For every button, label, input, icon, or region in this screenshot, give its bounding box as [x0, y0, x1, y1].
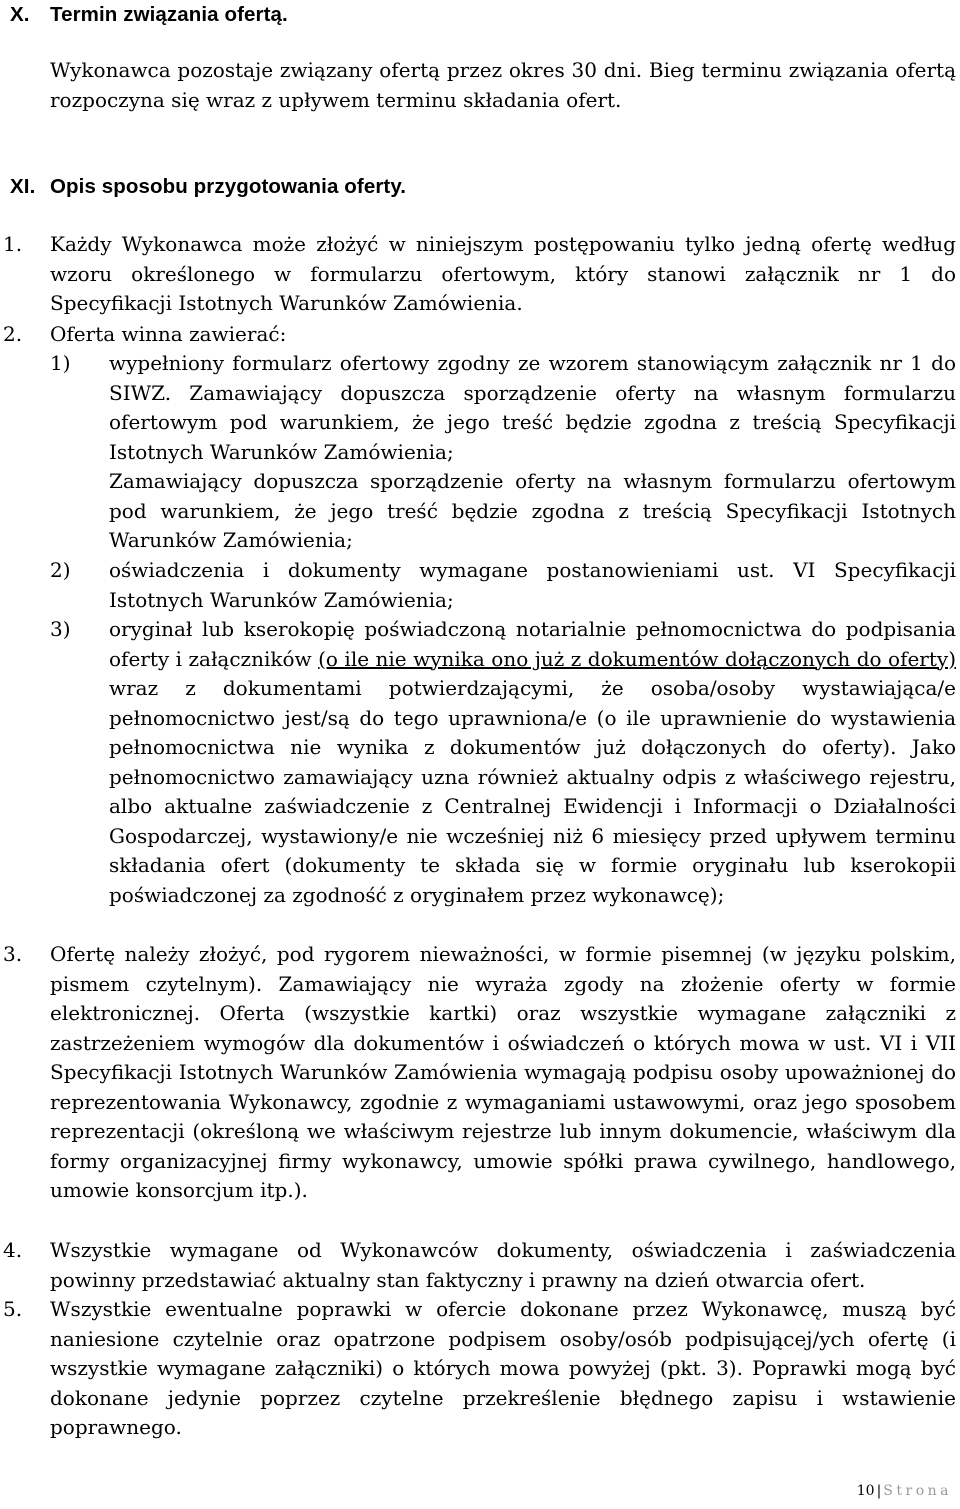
list-item-text: Oferta winna zawierać:	[50, 322, 287, 346]
sub-item-2-1	[50, 349, 956, 467]
list-item-text: Wszystkie wymagane od Wykonawców dokumenty, oświadczenia i zaświadczenia powinny przedstawiać aktualny stan faktyczny i prawny na dzień otwarcia ofert.	[50, 1238, 956, 1292]
list-item-number: 1.	[3, 232, 23, 256]
list-item-5	[0, 1295, 956, 1443]
sub-item-text: wypełniony formularz ofertowy zgodny ze wzorem stanowiącym załącznik nr 1 do SIWZ. Zamawiający dopuszcza sporządzenie oferty na własnym formularzu ofertowym pod warunkiem, że jego treść będzie zgodna z treścią Specyfikacji Istotnych Warunków Zamówienia;	[109, 351, 956, 464]
section-xi-number: XI.	[10, 175, 36, 198]
sub-item-text	[109, 615, 956, 910]
sub-item-2-1-repeat	[50, 467, 956, 556]
page-label: Strona	[883, 1483, 952, 1499]
sub-item-text: Zamawiający dopuszcza sporządzenie oferty na własnym formularzu ofertowym pod warunkiem, że jego treść będzie zgodna z treścią Specyfikacji Istotnych Warunków Zamówienia;	[109, 469, 956, 552]
list-item-1	[0, 230, 956, 319]
list-item-number: 4.	[3, 1238, 23, 1262]
sub-item-number: 1)	[50, 351, 71, 375]
section-x-text: Wykonawca pozostaje związany ofertą przez okres 30 dni. Bieg terminu związania ofertą rozpoczyna się wraz z upływem terminu składania ofert.	[50, 58, 956, 112]
sub-item-text-b: wraz z dokumentami potwierdzającymi, że osoba/osoby wystawiająca/e pełnomocnictwo jest/są do tego uprawniona/e (o ile uprawnienie do wystawienia pełnomocnictwa nie wynika z dokumentów już dołączonych do oferty). Jako pełnomocnictwo zamawiający uzna również aktualny odpis z właściwego rejestru, albo aktualne zaświadczenie z Centralnej Ewidencji i Informacji o Działalności Gospodarczej, wystawiony/e nie wcześniej niż 6 miesięcy przed upływem terminu składania ofert (dokumenty te składa się w formie oryginału lub kserokopii poświadczonej za zgodność z oryginałem przez wykonawcę);	[109, 676, 956, 907]
section-xi-title: Opis sposobu przygotowania oferty.	[50, 175, 407, 198]
page-number: 10	[856, 1483, 875, 1499]
list-item-number: 2.	[3, 322, 23, 346]
list-item-3	[0, 940, 956, 1206]
sub-item-2-3	[50, 615, 956, 910]
list-item-text: Wszystkie ewentualne poprawki w ofercie dokonane przez Wykonawcę, muszą być naniesione czytelnie oraz opatrzone podpisem osoby/osób podpisującej/ych ofertę (i wszystkie wymagane załączniki) o których mowa powyżej (pkt. 3). Poprawki mogą być dokonane jedynie poprzez czytelne przekreślenie błędnego zapisu i wstawienie poprawnego.	[50, 1297, 956, 1439]
underlined-clause: (o ile nie wynika ono już z dokumentów dołączonych do oferty)	[318, 646, 957, 671]
page-footer	[857, 1481, 952, 1501]
sub-item-number: 3)	[50, 617, 71, 641]
list-item-text: Ofertę należy złożyć, pod rygorem nieważności, w formie pisemnej (w języku polskim, pismem czytelnym). Zamawiający nie wyraża zgody na złożenie oferty w formie elektronicznej. Oferta (wszystkie kartki) oraz wszystkie wymagane załączniki z zastrzeżeniem wymogów dla dokumentów i oświadczeń o których mowa w ust. VI i VII Specyfikacji Istotnych Warunków Zamówienia wymagają podpisu osoby upoważnionej do reprezentowania Wykonawcy, zgodnie z wymaganiami ustawowymi, oraz jego sposobem reprezentacji (określoną we właściwym rejestrze lub innym dokumencie, właściwym dla formy organizacyjnej firmy wykonawcy, umowie spółki prawa cywilnego, handlowego, umowie konsorcjum itp.).	[50, 942, 956, 1202]
footer-separator: |	[876, 1483, 882, 1499]
section-x-number: X.	[10, 3, 30, 26]
list-item-number: 5.	[3, 1297, 23, 1321]
sub-item-text-a: oryginał lub kserokopię poświadczoną notarialnie pełnomocnictwa do podpisania oferty i załączników	[109, 617, 956, 671]
sub-item-number: 2)	[50, 558, 71, 582]
section-xi-heading	[10, 172, 406, 202]
section-x-title: Termin związania ofertą.	[50, 3, 288, 26]
list-item-4	[0, 1236, 956, 1295]
sub-item-text: oświadczenia i dokumenty wymagane postanowieniami ust. VI Specyfikacji Istotnych Warunków Zamówienia;	[109, 558, 956, 612]
list-item-number: 3.	[3, 942, 23, 966]
sub-item-2-2	[50, 556, 956, 615]
section-x-heading	[10, 0, 288, 30]
list-item-2	[0, 320, 956, 350]
list-item-text: Każdy Wykonawca może złożyć w niniejszym postępowaniu tylko jedną ofertę według wzoru określonego w formularzu ofertowym, który stanowi załącznik nr 1 do Specyfikacji Istotnych Warunków Zamówienia.	[50, 232, 956, 315]
